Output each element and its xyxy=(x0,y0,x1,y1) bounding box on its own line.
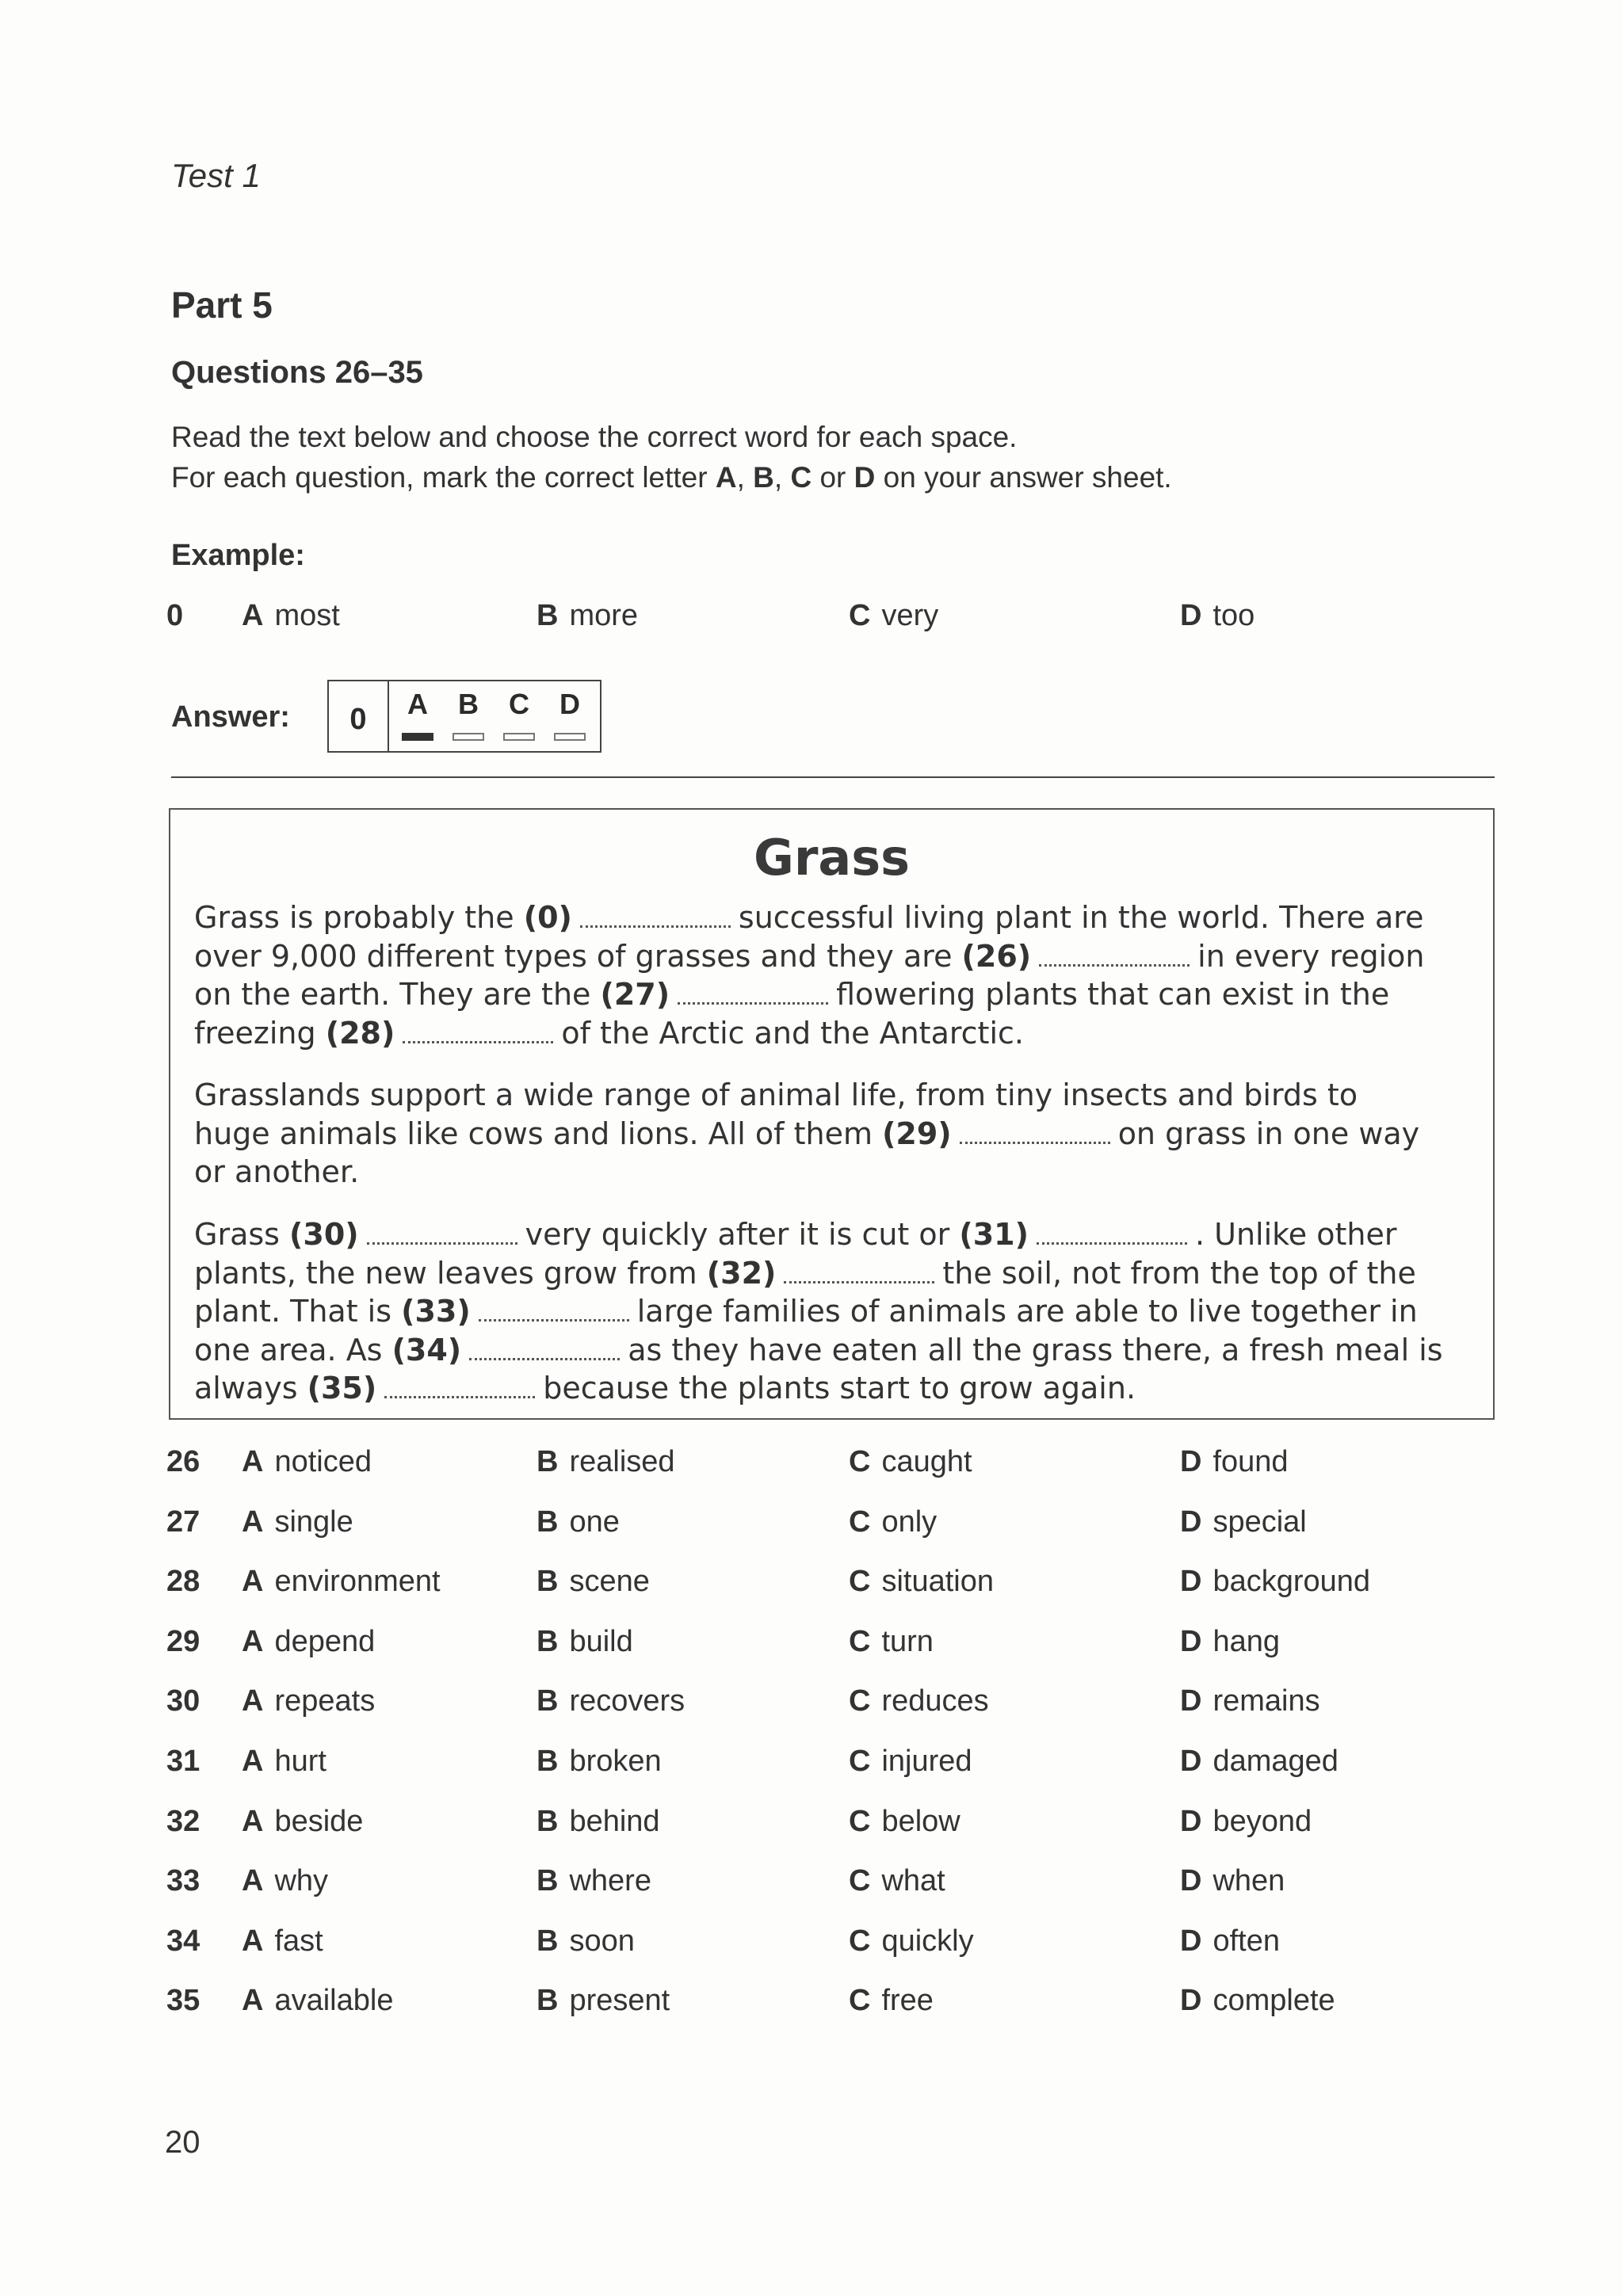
text: plants, the new leaves grow from xyxy=(194,1255,707,1291)
option-letter: A xyxy=(242,599,264,632)
option-b xyxy=(537,1565,650,1599)
option-d xyxy=(1180,599,1254,633)
question-number: 0 xyxy=(166,599,184,632)
gap-33 xyxy=(479,1295,629,1322)
option-word: beside xyxy=(274,1805,364,1838)
option-word: realised xyxy=(569,1445,675,1478)
option-letter: B xyxy=(537,1684,559,1718)
option-letter: D xyxy=(1180,1684,1202,1718)
question-number: 29 xyxy=(166,1625,200,1658)
gap-number: (28) xyxy=(325,1015,395,1051)
option-letter: A xyxy=(242,1984,264,2017)
option-a xyxy=(242,1505,353,1539)
passage-line: or another. xyxy=(194,1154,360,1189)
gap-number: (27) xyxy=(600,977,670,1012)
answer-number: 0 xyxy=(329,681,389,751)
option-d xyxy=(1180,1745,1338,1779)
option-letter: D xyxy=(1180,1445,1202,1478)
option-a xyxy=(242,1745,327,1779)
option-letter: D xyxy=(1180,1984,1202,2017)
option-b xyxy=(537,599,638,633)
option-letter: C xyxy=(849,1924,871,1958)
gap-number: (0) xyxy=(523,900,572,935)
option-word: hurt xyxy=(274,1745,327,1778)
option-d xyxy=(1180,1684,1320,1718)
option-a xyxy=(242,599,340,633)
option-a xyxy=(242,1864,328,1898)
answer-letter-d: D xyxy=(559,688,580,720)
gap-27 xyxy=(678,978,828,1005)
gap-32 xyxy=(784,1257,934,1283)
question-row xyxy=(0,1625,1623,1672)
option-letter: D xyxy=(1180,1745,1202,1778)
question-number: 34 xyxy=(166,1924,200,1958)
answer-label: Answer: xyxy=(171,700,290,734)
passage-line xyxy=(194,1254,1494,1293)
instruction-text: For each question, mark the correct letter xyxy=(171,461,716,494)
passage-box xyxy=(169,808,1495,1420)
option-word: scene xyxy=(569,1565,650,1598)
option-letter: A xyxy=(242,1625,264,1658)
option-letter: C xyxy=(849,1445,871,1478)
option-word: reduces xyxy=(881,1684,989,1718)
option-word: situation xyxy=(881,1565,994,1598)
gap-number: (26) xyxy=(961,938,1032,974)
text: always xyxy=(194,1371,307,1405)
option-letter: C xyxy=(849,599,871,632)
option-word: beyond xyxy=(1212,1805,1312,1838)
passage-line xyxy=(194,1369,1494,1408)
option-word: fast xyxy=(274,1924,323,1958)
option-letter: D xyxy=(1180,1805,1202,1838)
option-letter: D xyxy=(1180,1565,1202,1598)
text: over 9,000 different types of grasses and they are xyxy=(194,938,962,974)
option-letter: B xyxy=(537,1745,559,1778)
option-b xyxy=(537,1445,675,1479)
option-d xyxy=(1180,1864,1285,1898)
option-letter: B xyxy=(537,1445,559,1478)
answer-mark-d xyxy=(554,733,586,741)
passage-paragraph-2 xyxy=(194,1076,1494,1192)
option-d xyxy=(1180,1445,1289,1479)
passage-line xyxy=(194,937,1494,976)
option-word: too xyxy=(1212,599,1255,632)
question-number: 26 xyxy=(166,1445,200,1478)
option-word: turn xyxy=(881,1625,934,1658)
passage-line xyxy=(194,1115,1494,1154)
option-word: free xyxy=(881,1984,934,2017)
option-word: noticed xyxy=(274,1445,372,1478)
passage-paragraph-3 xyxy=(194,1215,1494,1408)
passage-line xyxy=(194,1331,1494,1370)
option-word: most xyxy=(274,599,340,632)
option-letter: A xyxy=(242,1445,264,1478)
option-c xyxy=(849,1625,934,1659)
instruction-line-2 xyxy=(171,457,1172,498)
option-b xyxy=(537,1805,660,1839)
option-b xyxy=(537,1924,635,1958)
option-letter: A xyxy=(242,1924,264,1958)
answer-mark-b xyxy=(453,733,484,741)
gap-number: (30) xyxy=(289,1217,359,1252)
option-letter: C xyxy=(849,1505,871,1539)
text: . Unlike other xyxy=(1194,1217,1397,1252)
option-b xyxy=(537,1505,620,1539)
option-word: remains xyxy=(1212,1684,1320,1718)
question-row xyxy=(0,1864,1623,1912)
gap-34 xyxy=(469,1334,620,1360)
instruction-sep: or xyxy=(812,461,854,494)
gap-29 xyxy=(960,1118,1110,1144)
option-word: complete xyxy=(1212,1984,1335,2017)
answer-letter-a: A xyxy=(407,688,428,720)
gap-number: (35) xyxy=(307,1371,377,1405)
option-letter: D xyxy=(1180,1924,1202,1958)
instructions xyxy=(171,417,1172,498)
option-c xyxy=(849,1805,960,1839)
instruction-line-1: Read the text below and choose the correct word for each space. xyxy=(171,421,1018,453)
option-word: very xyxy=(881,599,939,632)
option-word: why xyxy=(274,1864,329,1897)
option-letter: C xyxy=(849,1684,871,1718)
option-letter: D xyxy=(1180,599,1202,632)
instruction-text: on your answer sheet. xyxy=(875,461,1172,494)
option-letter: B xyxy=(537,1984,559,2017)
answer-box xyxy=(327,680,601,753)
option-word: found xyxy=(1212,1445,1289,1478)
text: Grass is probably the xyxy=(194,900,524,935)
text: very quickly after it is cut or xyxy=(525,1217,960,1252)
option-letter: A xyxy=(242,1565,264,1598)
option-d xyxy=(1180,1565,1370,1599)
gap-30 xyxy=(367,1219,517,1245)
text: because the plants start to grow again. xyxy=(543,1371,1136,1405)
answer-mark-a-filled xyxy=(402,733,433,741)
option-word: broken xyxy=(569,1745,662,1778)
option-b xyxy=(537,1864,651,1898)
question-number: 32 xyxy=(166,1805,200,1838)
option-word: background xyxy=(1212,1565,1371,1598)
option-letter: B xyxy=(537,1805,559,1838)
option-word: hang xyxy=(1212,1625,1280,1658)
text: Grass xyxy=(194,1217,290,1252)
option-a xyxy=(242,1924,323,1958)
option-letter: C xyxy=(849,1864,871,1897)
option-letter: D xyxy=(1180,1864,1202,1897)
option-word: special xyxy=(1212,1505,1307,1539)
option-a xyxy=(242,1625,375,1659)
option-letter: C xyxy=(849,1984,871,2017)
answer-letter-b: B xyxy=(458,688,479,720)
option-letter: B xyxy=(537,1565,559,1598)
option-letter: A xyxy=(242,1864,264,1897)
question-row xyxy=(0,1984,1623,2031)
option-word: build xyxy=(569,1625,633,1658)
option-word: below xyxy=(881,1805,960,1838)
option-d xyxy=(1180,1625,1280,1659)
option-letter: D xyxy=(1180,1625,1202,1658)
running-head: Test 1 xyxy=(171,157,261,194)
answer-letter-c: C xyxy=(509,688,529,720)
question-number: 28 xyxy=(166,1565,200,1598)
option-word: damaged xyxy=(1212,1745,1338,1778)
option-c xyxy=(849,1745,972,1779)
option-word: often xyxy=(1212,1924,1280,1958)
instruction-sep: , xyxy=(736,461,754,494)
text: on the earth. They are the xyxy=(194,977,601,1012)
text: huge animals like cows and lions. All of them xyxy=(194,1116,883,1151)
option-d xyxy=(1180,1984,1335,2018)
option-letter: C xyxy=(849,1745,871,1778)
questions-title: Questions 26–35 xyxy=(171,355,423,390)
option-c xyxy=(849,1565,994,1599)
passage-line xyxy=(194,1215,1494,1254)
option-c xyxy=(849,599,938,633)
instruction-sep: , xyxy=(773,461,791,494)
gap-number: (33) xyxy=(401,1294,471,1329)
instruction-letter-d: D xyxy=(854,461,876,494)
passage-line xyxy=(194,975,1494,1014)
question-row xyxy=(0,1924,1623,1972)
gap-31 xyxy=(1037,1219,1187,1245)
option-letter: C xyxy=(849,1805,871,1838)
option-letter: A xyxy=(242,1805,264,1838)
option-letter: C xyxy=(849,1565,871,1598)
option-a xyxy=(242,1805,363,1839)
passage-line xyxy=(194,898,1494,937)
question-row xyxy=(0,1565,1623,1612)
question-number: 27 xyxy=(166,1505,200,1539)
option-d xyxy=(1180,1924,1280,1958)
question-row xyxy=(0,1445,1623,1493)
option-letter: B xyxy=(537,1625,559,1658)
option-letter: A xyxy=(242,1684,264,1718)
gap-number: (31) xyxy=(959,1217,1029,1252)
option-letter: D xyxy=(1180,1505,1202,1539)
gap-26 xyxy=(1039,940,1190,967)
page-number: 20 xyxy=(165,2125,200,2160)
text: plant. That is xyxy=(194,1294,402,1329)
section-divider xyxy=(171,776,1495,778)
question-row xyxy=(0,1505,1623,1553)
option-word: environment xyxy=(274,1565,441,1598)
text: one area. As xyxy=(194,1332,392,1367)
option-word: when xyxy=(1212,1864,1285,1897)
question-row xyxy=(0,1805,1623,1852)
option-word: depend xyxy=(274,1625,376,1658)
option-word: where xyxy=(569,1864,651,1897)
text: of the Arctic and the Antarctic. xyxy=(561,1015,1024,1051)
example-label: Example: xyxy=(171,539,305,572)
text: successful living plant in the world. There are xyxy=(738,900,1424,935)
question-number: 30 xyxy=(166,1684,200,1718)
option-word: single xyxy=(274,1505,353,1539)
passage-paragraph-1 xyxy=(194,898,1494,1052)
gap-number: (34) xyxy=(391,1332,462,1367)
option-c xyxy=(849,1684,989,1718)
instruction-letter-b: B xyxy=(753,461,774,494)
question-number: 35 xyxy=(166,1984,200,2017)
option-word: behind xyxy=(569,1805,660,1838)
instruction-letter-a: A xyxy=(715,461,737,494)
text: as they have eaten all the grass there, a fresh meal is xyxy=(628,1332,1443,1367)
text: the soil, not from the top of the xyxy=(942,1255,1416,1291)
gap-number: (29) xyxy=(882,1116,952,1151)
option-word: only xyxy=(881,1505,938,1539)
option-a xyxy=(242,1984,393,2018)
answer-mark-c xyxy=(503,733,535,741)
option-word: one xyxy=(569,1505,620,1539)
option-letter: B xyxy=(537,1864,559,1897)
text: large families of animals are able to live together in xyxy=(636,1294,1418,1329)
gap-number: (32) xyxy=(706,1255,777,1291)
option-b xyxy=(537,1745,662,1779)
option-word: quickly xyxy=(881,1924,974,1958)
passage-line xyxy=(194,1014,1494,1053)
option-letter: B xyxy=(537,599,559,632)
text: flowering plants that can exist in the xyxy=(836,977,1390,1012)
option-c xyxy=(849,1864,945,1898)
option-a xyxy=(242,1684,375,1718)
option-c xyxy=(849,1984,934,2018)
option-a xyxy=(242,1565,441,1599)
option-letter: A xyxy=(242,1745,264,1778)
option-word: repeats xyxy=(274,1684,376,1718)
option-word: soon xyxy=(569,1924,635,1958)
text: in every region xyxy=(1197,938,1425,974)
option-c xyxy=(849,1924,974,1958)
option-letter: B xyxy=(537,1505,559,1539)
option-word: what xyxy=(881,1864,945,1897)
option-letter: B xyxy=(537,1924,559,1958)
option-word: present xyxy=(569,1984,670,2017)
option-d xyxy=(1180,1505,1307,1539)
question-row xyxy=(0,1684,1623,1732)
instruction-letter-c: C xyxy=(790,461,812,494)
option-letter: C xyxy=(849,1625,871,1658)
option-word: available xyxy=(274,1984,394,2017)
text: on grass in one way xyxy=(1117,1116,1420,1151)
question-row xyxy=(0,1745,1623,1792)
option-c xyxy=(849,1445,972,1479)
option-word: caught xyxy=(881,1445,972,1478)
passage-title: Grass xyxy=(753,829,911,887)
part-title: Part 5 xyxy=(171,284,273,326)
option-b xyxy=(537,1625,633,1659)
option-b xyxy=(537,1984,670,2018)
gap-0 xyxy=(580,902,731,928)
option-word: recovers xyxy=(569,1684,685,1718)
question-number: 31 xyxy=(166,1745,200,1778)
option-word: more xyxy=(569,599,639,632)
passage-line: Grasslands support a wide range of animal life, from tiny insects and birds to xyxy=(194,1077,1358,1112)
passage-line xyxy=(194,1292,1494,1331)
option-d xyxy=(1180,1805,1312,1839)
option-word: injured xyxy=(881,1745,972,1778)
example-row xyxy=(0,599,1623,646)
gap-28 xyxy=(403,1017,553,1043)
text: freezing xyxy=(194,1015,326,1051)
question-number: 33 xyxy=(166,1864,200,1897)
option-b xyxy=(537,1684,685,1718)
option-c xyxy=(849,1505,937,1539)
gap-35 xyxy=(384,1372,535,1398)
option-letter: A xyxy=(242,1505,264,1539)
option-a xyxy=(242,1445,372,1479)
